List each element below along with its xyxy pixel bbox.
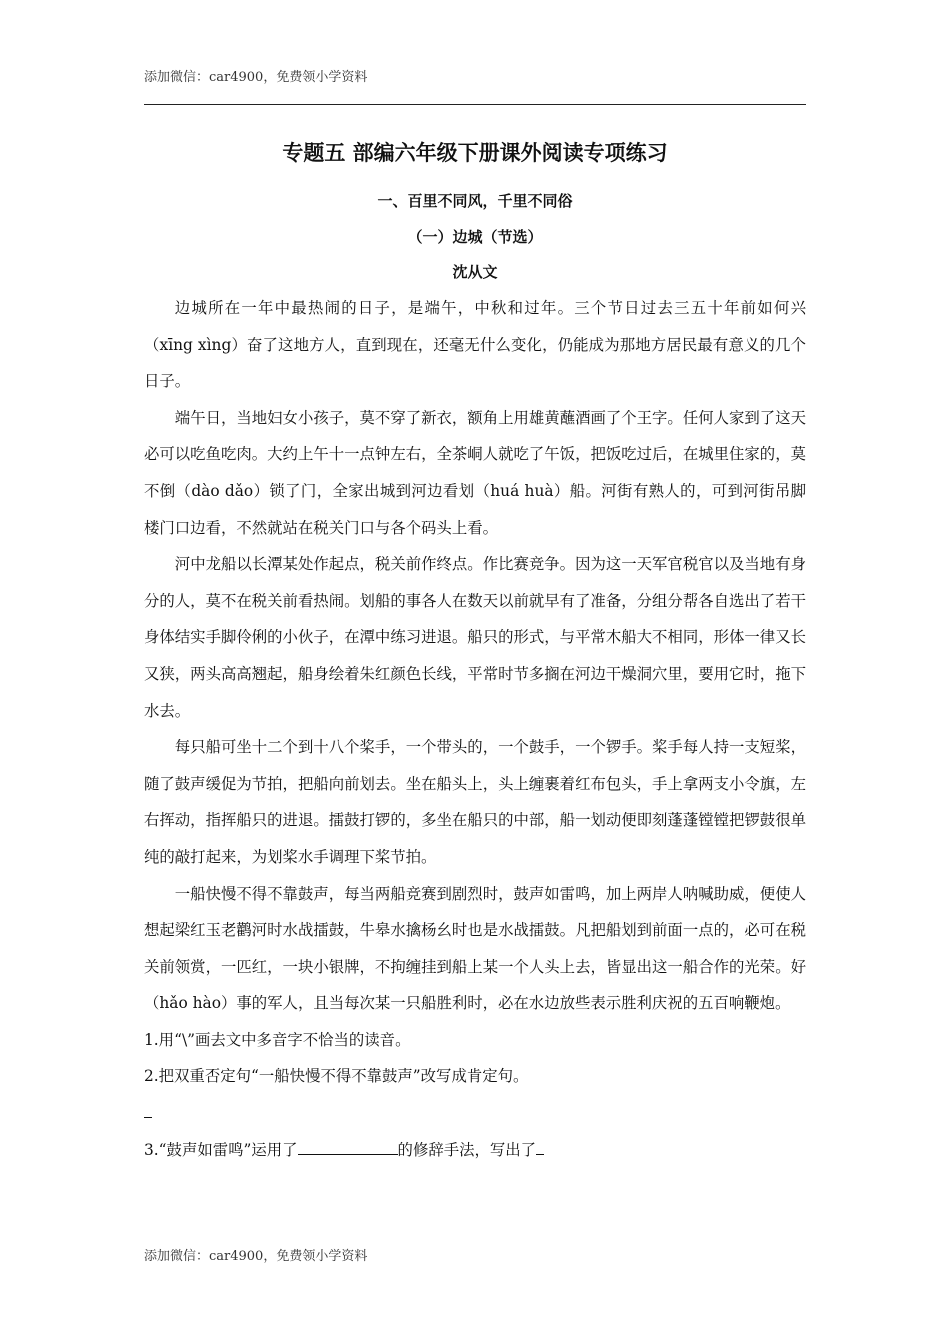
paragraph: 边城所在一年中最热闹的日子，是端午，中秋和过年。三个节日过去三五十年前如何兴（xīng xìng）奋了这地方人，直到现在，还毫无什么变化，仍能成为那地方居民最有意义的几个日子。 bbox=[144, 299, 806, 391]
answer-blank[interactable] bbox=[144, 1099, 152, 1118]
document-title: 专题五 部编六年级下册课外阅读专项练习 bbox=[282, 141, 668, 165]
question-3-part-2: 的修辞手法，写出了 bbox=[397, 1140, 537, 1159]
question-1: 1.用“\”画去文中多音字不恰当的读音。 bbox=[144, 1030, 411, 1049]
question-2: 2.把双重否定句“一船快慢不得不靠鼓声”改写成肯定句。 bbox=[144, 1067, 529, 1086]
paragraph: 每只船可坐十二个到十八个桨手，一个带头的，一个鼓手，一个锣手。桨手每人持一支短桨，随了鼓声缓促为节拍，把船向前划去。坐在船头上，头上缠裹着红布包头，手上拿两支小令旗，左右挥动，指挥船只的进退。擂鼓打锣的，多坐在船只的中部，船一划动便即刻蓬蓬镗镗把锣鼓很单纯的敲打起来，为划桨水手调理下桨节拍。 bbox=[144, 738, 806, 866]
answer-blank[interactable] bbox=[298, 1136, 398, 1155]
question-3 bbox=[144, 1132, 806, 1169]
subsection-heading: （一）边城（节选） bbox=[407, 228, 543, 246]
paragraph: 端午日，当地妇女小孩子，莫不穿了新衣，额角上用雄黄蘸酒画了个王字。任何人家到了这天必可以吃鱼吃肉。大约上午十一点钟左右，全茶峒人就吃了午饭，把饭吃过后，在城里住家的，莫不倒（dào dǎo）锁了门，全家出城到河边看划（huá huà）船。河街有熟人的，可到河街吊脚楼门口边看，不然就站在税关门口与各个码头上看。 bbox=[144, 408, 806, 537]
header-note: 添加微信：car4900，免费领小学资料 bbox=[144, 70, 368, 85]
author-name: 沈从文 bbox=[452, 263, 498, 281]
question-3-part-1: 3.“鼓声如雷鸣”运用了 bbox=[144, 1140, 298, 1159]
section-heading: 一、百里不同风，千里不同俗 bbox=[377, 192, 573, 210]
paragraph: 河中龙船以长潭某处作起点，税关前作终点。作比赛竞争。因为这一天军官税官以及当地有身分的人，莫不在税关前看热闹。划船的事各人在数天以前就早有了准备，分组分帮各自选出了若干身体结实手脚伶俐的小伙子，在潭中练习进退。船只的形式，与平常木船大不相同，形体一律又长又狭，两头高高翘起，船身绘着朱红颜色长线，平常时节多搁在河边干燥洞穴里，要用它时，拖下水去。 bbox=[144, 555, 806, 720]
footer-note: 添加微信：car4900，免费领小学资料 bbox=[144, 1249, 368, 1264]
answer-line-2[interactable] bbox=[144, 1095, 806, 1132]
header-divider bbox=[144, 104, 806, 105]
answer-blank[interactable] bbox=[536, 1136, 544, 1155]
paragraph: 一船快慢不得不靠鼓声，每当两船竞赛到剧烈时，鼓声如雷鸣，加上两岸人呐喊助威，便使人想起梁红玉老鹳河时水战擂鼓，牛皋水擒杨幺时也是水战擂鼓。凡把船划到前面一点的，必可在税关前领赏，一匹红，一块小银牌，不拘缠挂到船上某一个人头上去，皆显出这一船合作的光荣。好（hǎo hào）事的军人，且当每次某一只船胜利时，必在水边放些表示胜利庆祝的五百响鞭炮。 bbox=[144, 884, 806, 1013]
article-body bbox=[144, 290, 806, 1168]
